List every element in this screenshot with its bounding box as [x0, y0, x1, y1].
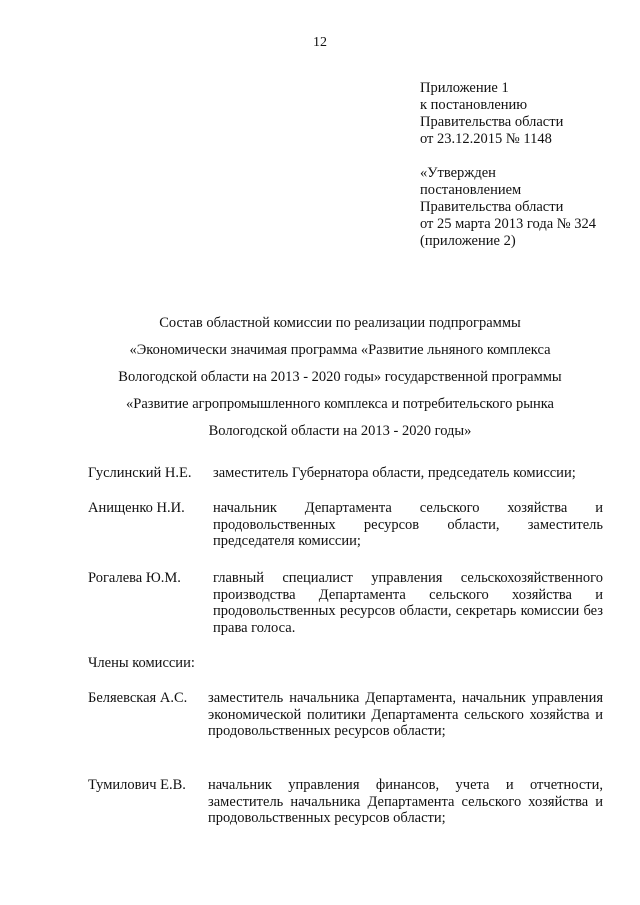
approval-line: постановлением [420, 182, 522, 198]
heading-line: Вологодской области на 2013 - 2020 годы» [208, 423, 472, 439]
member-role: начальник управления финансов, учета и отчетности, заместитель начальника Департамента сельского хозяйства и продовольственных ресурсов области; [208, 777, 603, 826]
members-label: Члены комиссии: [88, 655, 195, 671]
appendix-line: от 23.12.2015 № 1148 [420, 131, 552, 147]
member-role: начальник Департамента сельского хозяйства и продовольственных ресурсов области, заместитель председателя комиссии; [213, 500, 603, 549]
heading-line: «Развитие агропромышленного комплекса и потребительского рынка [126, 396, 554, 412]
approval-line: «Утвержден [420, 165, 496, 181]
heading-line: «Экономически значимая программа «Развитие льняного комплекса [129, 342, 551, 358]
member-role: главный специалист управления сельскохозяйственного производства Департамента сельского хозяйства и продовольственных ресурсов области, секретарь комиссии без права голоса. [213, 570, 603, 636]
appendix-line: Приложение 1 [420, 80, 509, 96]
member-name: Гуслинский Н.Е. [88, 465, 192, 481]
approval-line: Правительства области [420, 199, 564, 215]
approval-line: от 25 марта 2013 года № 324 [420, 216, 596, 232]
approval-block [420, 165, 596, 250]
page-number: 12 [313, 35, 327, 50]
member-name: Беляевская А.С. [88, 690, 188, 706]
appendix-block [420, 80, 563, 148]
member-role: заместитель Губернатора области, председатель комиссии; [213, 465, 576, 481]
appendix-line: к постановлению [420, 97, 528, 113]
member-name: Рогалева Ю.М. [88, 570, 181, 586]
document-heading [60, 310, 620, 445]
heading-line: Состав областной комиссии по реализации подпрограммы [159, 315, 521, 331]
heading-line: Вологодской области на 2013 - 2020 годы» государственной программы [118, 369, 562, 385]
member-role: заместитель начальника Департамента, начальник управления экономической политики Департамента сельского хозяйства и продовольственных ресурсов области; [208, 690, 603, 739]
appendix-line: Правительства области [420, 114, 564, 130]
member-name: Тумилович Е.В. [88, 777, 186, 793]
member-name: Анищенко Н.И. [88, 500, 185, 516]
approval-line: (приложение 2) [420, 233, 516, 249]
